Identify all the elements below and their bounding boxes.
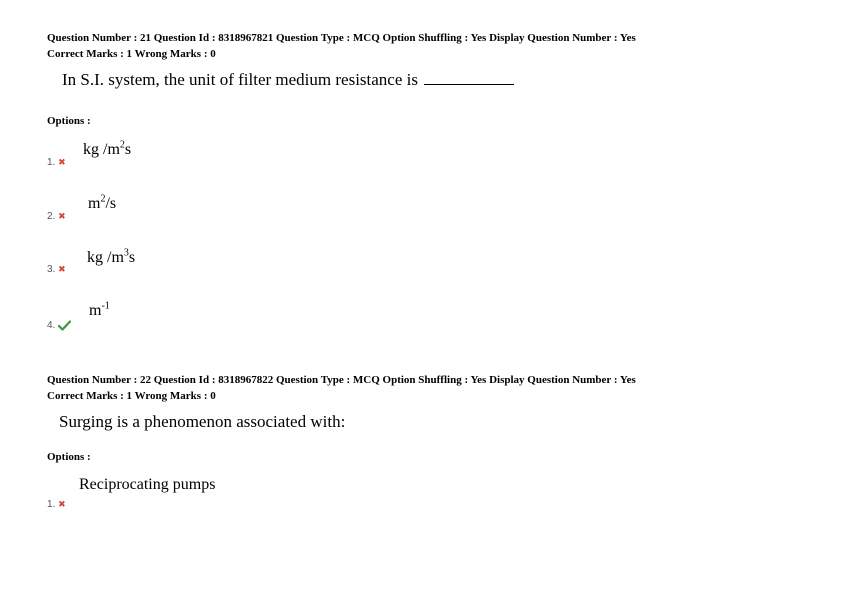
- q21-question-text: [62, 70, 514, 90]
- q21-option-2-marker: 2. ✖: [47, 211, 66, 222]
- q22-meta-line2: Correct Marks : 1 Wrong Marks : 0: [47, 390, 216, 402]
- q21-question: In S.I. system, the unit of filter medium resistance is: [62, 70, 418, 89]
- q21-option-3-text: kg $/m^3s$: [87, 247, 136, 266]
- wrong-icon: ✖: [58, 499, 66, 509]
- q21-option-4-marker: 4.: [47, 320, 71, 331]
- q21-option-4-text: $m^{-1}$: [89, 300, 110, 319]
- q21-options-label: Options :: [47, 115, 91, 127]
- wrong-icon: ✖: [58, 264, 66, 274]
- q22-option-1-marker: 1. ✖: [47, 499, 66, 510]
- q21-blank: [424, 72, 514, 85]
- wrong-icon: ✖: [58, 211, 66, 221]
- check-icon: [58, 320, 71, 331]
- q22-meta-line1: Question Number : 22 Question Id : 8318967822 Question Type : MCQ Option Shuffling : Yes Display Question Number : Yes: [47, 374, 636, 386]
- wrong-icon: ✖: [58, 157, 66, 167]
- q21-meta-line1: Question Number : 21 Question Id : 8318967821 Question Type : MCQ Option Shuffling : Yes Display Question Number : Yes: [47, 32, 636, 44]
- q21-meta-line2: Correct Marks : 1 Wrong Marks : 0: [47, 48, 216, 60]
- q21-option-3-marker: 3. ✖: [47, 264, 66, 275]
- q22-question: Surging is a phenomenon associated with:: [59, 412, 346, 431]
- q22-option-1-text: Reciprocating pumps: [79, 476, 216, 493]
- q21-option-1-text: kg $/m^2s$: [83, 139, 132, 158]
- q22-options-label: Options :: [47, 451, 91, 463]
- q21-option-1-marker: 1. ✖: [47, 157, 66, 168]
- q21-option-2-text: $m^2/s$: [88, 193, 117, 212]
